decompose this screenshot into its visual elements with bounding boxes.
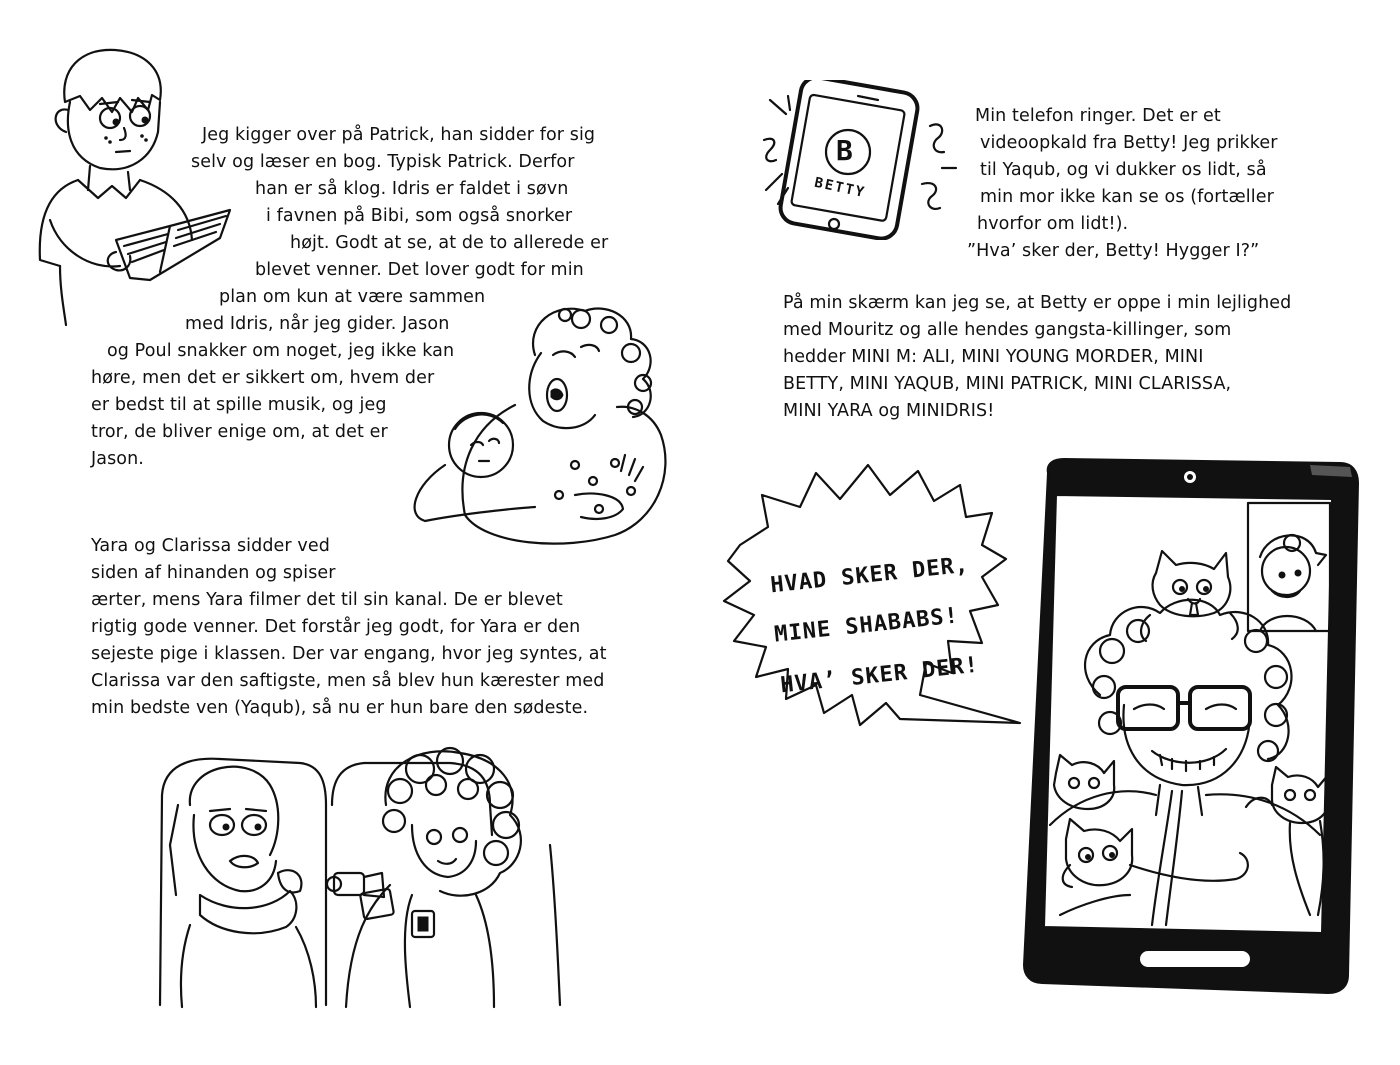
text-line: hvorfor om lidt!). — [977, 214, 1129, 234]
phone-caller-label: BETTY — [812, 174, 868, 202]
text-line: tror, de bliver enige om, at det er — [91, 422, 388, 442]
text-line: og Poul snakker om noget, jeg ikke kan — [107, 341, 455, 361]
text-line: Clarissa var den saftigste, men så blev hun kærester med — [91, 671, 605, 691]
text-line: rigtig gode venner. Det forstår jeg godt, for Yara er den — [91, 617, 581, 637]
bibi-and-idris-illustration — [385, 295, 685, 555]
speech-bubble-line: HVAD SKER DER, — [769, 552, 971, 599]
text-line: På min skærm kan jeg se, at Betty er oppe i min lejlighed — [783, 293, 1292, 313]
text-line: Jeg kigger over på Patrick, han sidder for sig — [202, 125, 596, 145]
patrick-reading-illustration — [20, 40, 240, 330]
text-line: er bedst til at spille musik, og jeg — [91, 395, 387, 415]
text-line: ærter, mens Yara filmer det til sin kanal. De er blevet — [91, 590, 563, 610]
text-line: blevet venner. Det lover godt for min — [255, 260, 584, 280]
text-line: i favnen på Bibi, som også snorker — [266, 206, 573, 226]
text-line: sejeste pige i klassen. Der var engang, hvor jeg syntes, at — [91, 644, 607, 664]
text-line: selv og læser en bog. Typisk Patrick. Derfor — [191, 152, 575, 172]
text-line: til Yaqub, og vi dukker os lidt, så — [980, 160, 1267, 180]
text-line: højt. Godt at se, at de to allerede er — [290, 233, 609, 253]
text-line: BETTY, MINI YAQUB, MINI PATRICK, MINI CLARISSA, — [783, 374, 1232, 394]
text-line: plan om kun at være sammen — [219, 287, 486, 307]
yara-and-clarissa-illustration — [150, 745, 570, 1010]
text-line: med Mouritz og alle hendes gangsta-killinger, som — [783, 320, 1232, 340]
speech-bubble-line: HVA’ SKER DER! — [779, 652, 981, 699]
text-line: min bedste ven (Yaqub), så nu er hun bare den sødeste. — [91, 698, 589, 718]
text-line: min mor ikke kan se os (fortæller — [980, 187, 1274, 207]
text-line: med Idris, når jeg gider. Jason — [185, 314, 450, 334]
speech-bubble-line: MINE SHABABS! — [773, 603, 960, 648]
phone-badge-letter: B — [836, 134, 853, 167]
text-line: siden af hinanden og spiser — [91, 563, 336, 583]
text-line: hedder MINI M: ALI, MINI YOUNG MORDER, MINI — [783, 347, 1204, 367]
text-line: høre, men det er sikkert om, hvem der — [91, 368, 435, 388]
text-line: Jason. — [91, 449, 144, 469]
phone-ringing-icon — [760, 80, 960, 240]
text-line: videoopkald fra Betty! Jeg prikker — [980, 133, 1278, 153]
video-call-phone — [720, 455, 1380, 995]
text-line: ”Hva’ sker der, Betty! Hygger I?” — [967, 241, 1260, 261]
ringing-phone — [760, 80, 960, 240]
text-line: MINI YARA og MINIDRIS! — [783, 401, 995, 421]
text-line: Min telefon ringer. Det er et — [975, 106, 1221, 126]
text-line: han er så klog. Idris er faldet i søvn — [255, 179, 569, 199]
text-line: Yara og Clarissa sidder ved — [91, 536, 330, 556]
